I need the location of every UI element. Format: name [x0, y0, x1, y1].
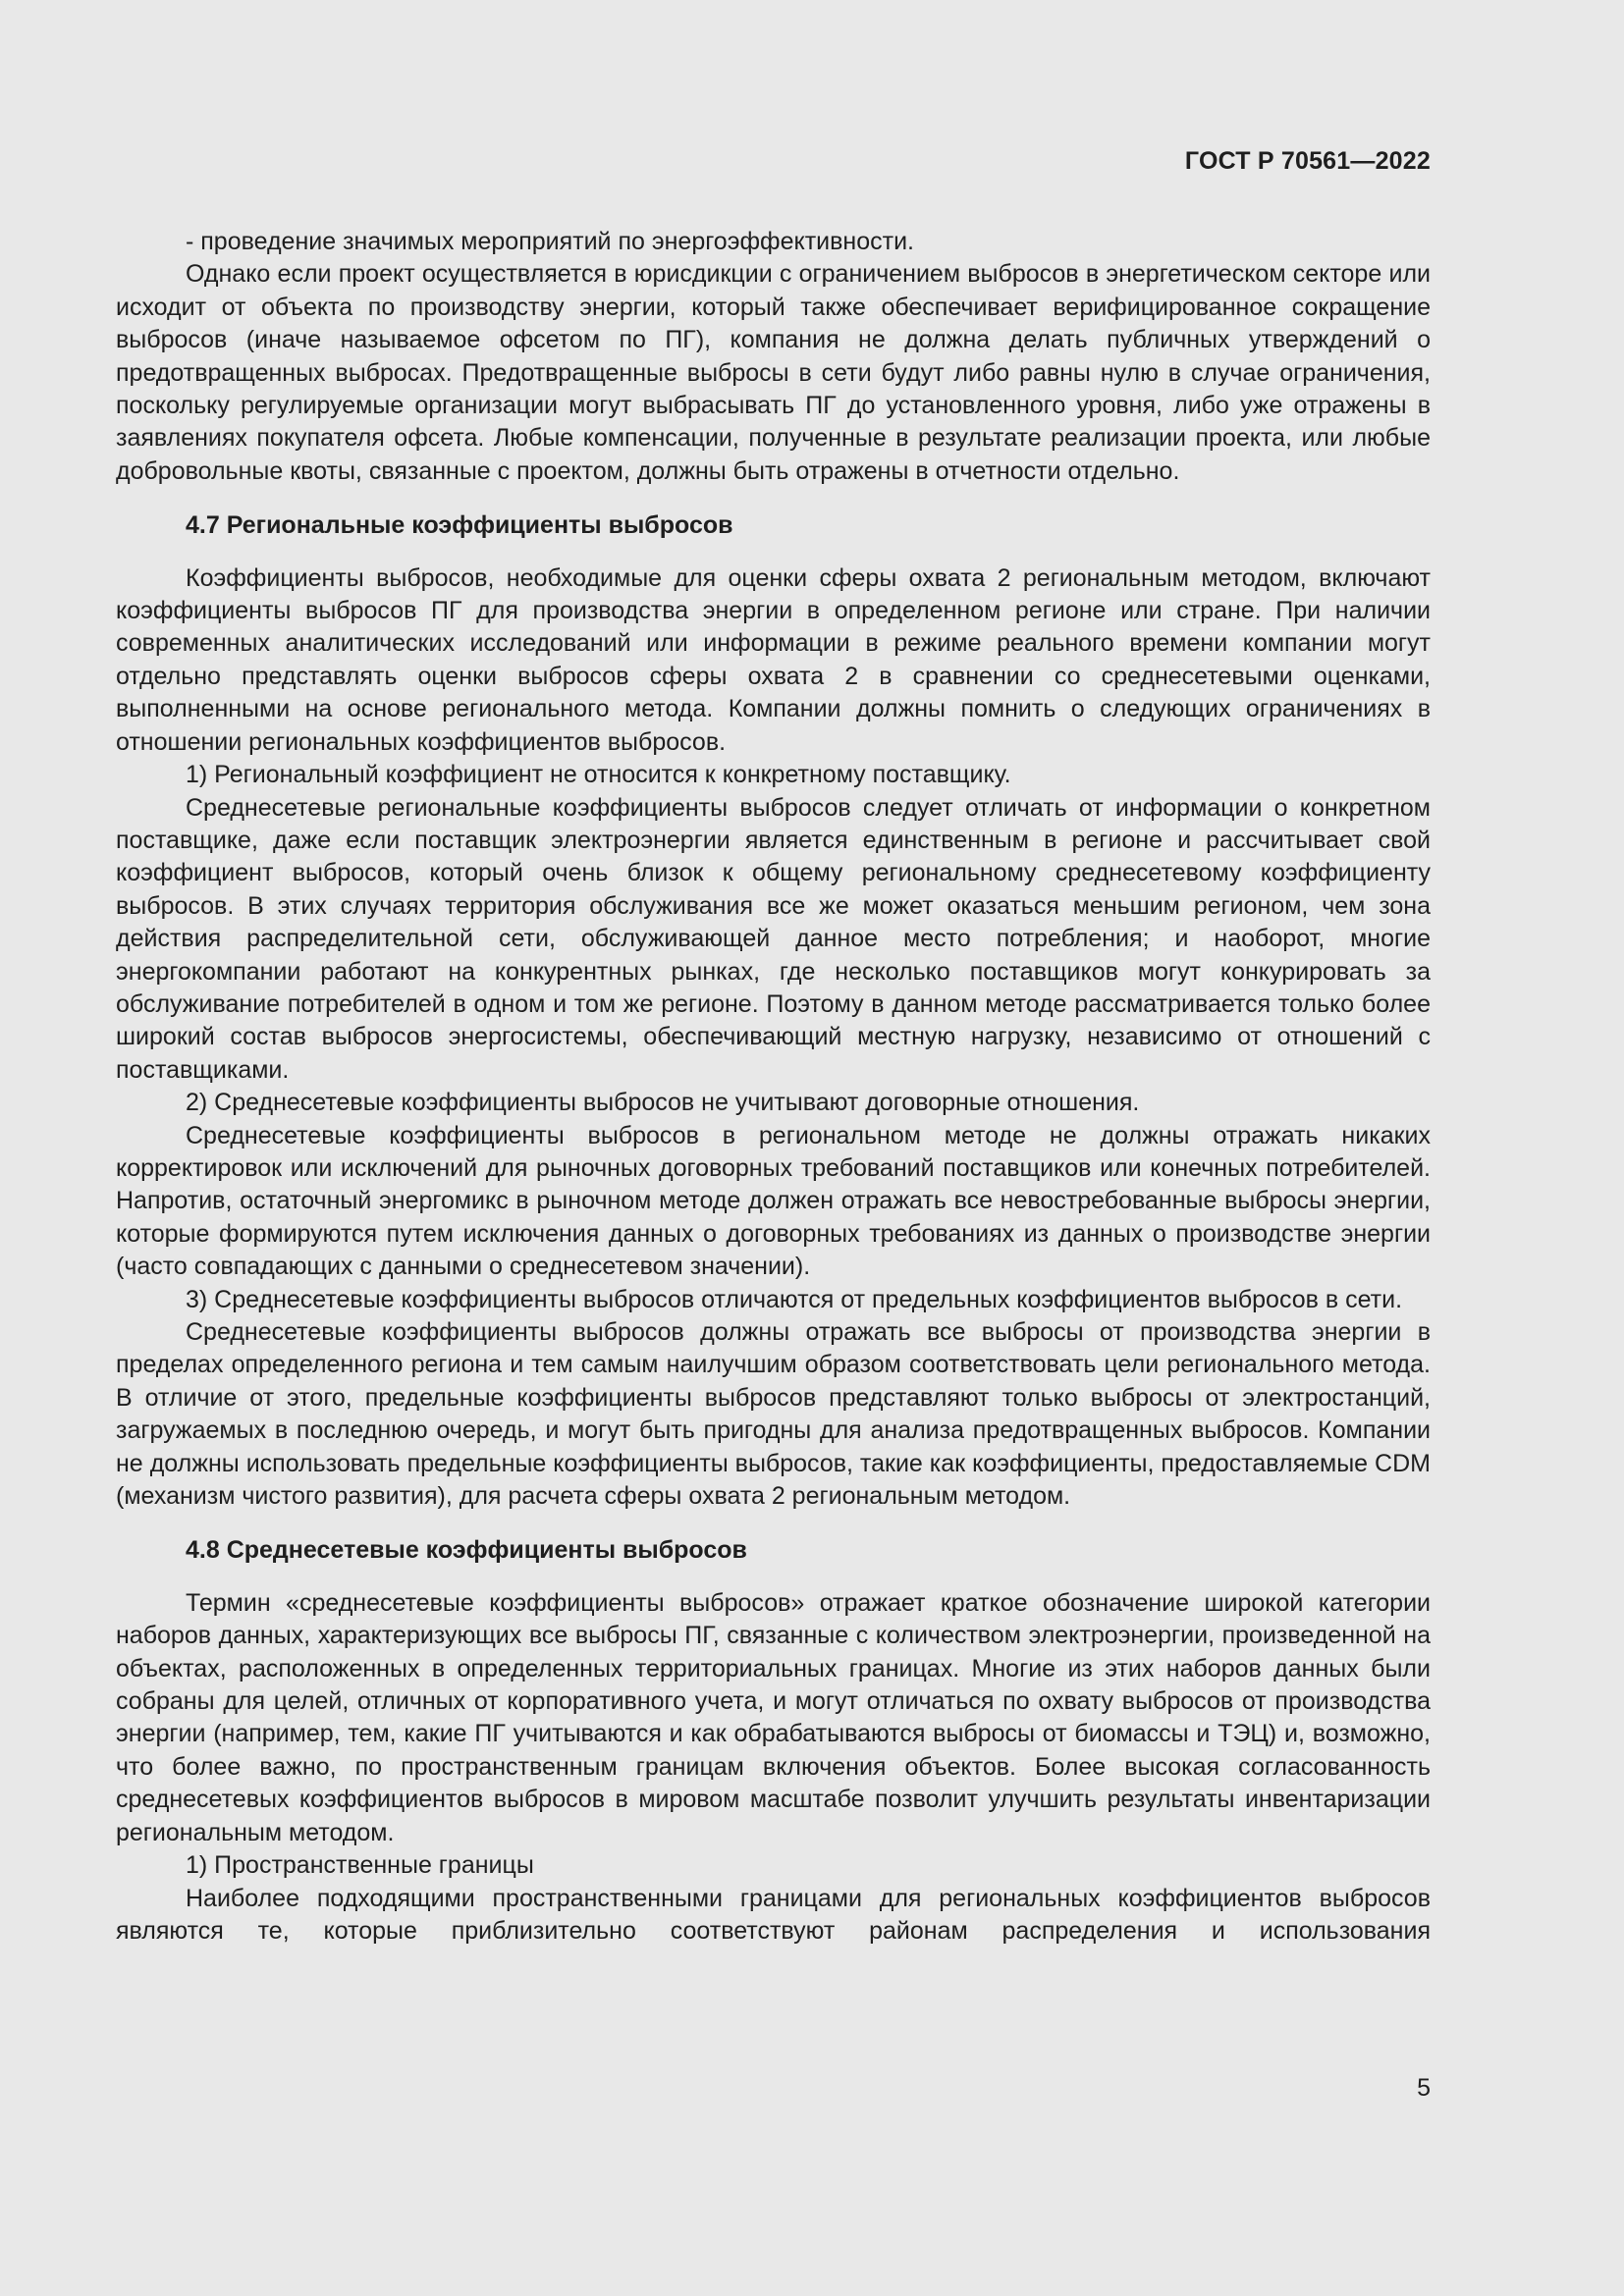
section-heading-4-7: 4.7 Региональные коэффициенты выбросов [186, 511, 733, 540]
document-body [116, 226, 1431, 1948]
paragraph: Среднесетевые коэффициенты выбросов должны отражать все выбросы от производства энергии в пределах определенного региона и тем самым наилучшим образом соответствовать цели регионального метода. В отличие от этого, предельные коэффициенты выбросов представляют только выбросы от электростанций, загружаемых в последнюю очередь, и могут быть пригодны для анализа предотвращенных выбросов. Компании не должны использовать предельные коэффициенты выбросов, такие как коэффициенты, предоставляемые CDM (механизм чистого развития), для расчета сферы охвата 2 региональным методом. [116, 1318, 1431, 1511]
paragraph: Среднесетевые региональные коэффициенты выбросов следует отличать от информации о конкретном поставщике, даже если поставщик электроэнергии является единственным в регионе и рассчитывает свой коэффициент выбросов, который очень близок к общему региональному среднесетевому коэффициенту выбросов. В этих случаях территория обслуживания все же может оказаться меньшим регионом, чем зона действия распределительной сети, обслуживающей данное место потребления; и наоборот, многие энергокомпании работают на конкурентных рынках, где несколько поставщиков могут конкурировать за обслуживание потребителей в одном и том же регионе. Поэтому в данном методе рассматривается только более широкий состав выбросов энергосистемы, обеспечивающий местную нагрузку, независимо от отношений с поставщиками. [116, 793, 1431, 1084]
paragraph: Наиболее подходящими пространственными границами для региональных коэффициентов выбросов являются те, которые приблизительно соответствуют районам распределения и использования [116, 1884, 1431, 1945]
paragraph: Однако если проект осуществляется в юрисдикции с ограничением выбросов в энергетическом секторе или исходит от объекта по производству энергии, который также обеспечивает верифицированное сокращение выбросов (иначе называемое офсетом по ПГ), компания не должна делать публичных утверждений о предотвращенных выбросах. Предотвращенные выбросы в сети будут либо равны нулю в случае ограничения, поскольку регулируемые организации могут выбрасывать ПГ до установленного уровня, либо уже отражены в заявлениях покупателя офсета. Любые компенсации, полученные в результате реализации проекта, или любые добровольные квоты, связанные с проектом, должны быть отражены в отчетности отдельно. [116, 260, 1431, 485]
list-item: 3) Среднесетевые коэффициенты выбросов отличаются от предельных коэффициентов выбросов в сети. [186, 1285, 1403, 1313]
list-item: 2) Среднесетевые коэффициенты выбросов не учитывают договорные отношения. [186, 1089, 1140, 1117]
standard-code-header: ГОСТ Р 70561—2022 [1184, 147, 1431, 175]
paragraph: - проведение значимых мероприятий по энергоэффективности. [186, 228, 914, 255]
paragraph: Термин «среднесетевые коэффициенты выбросов» отражает краткое обозначение широкой категории наборов данных, характеризующих все выбросы ПГ, связанные с количеством электроэнергии, произведенной на объектах, расположенных в определенных территориальных границах. Многие из этих наборов данных были собраны для целей, отличных от корпоративного учета, и могут отличаться по охвату выбросов от производства энергии (например, тем, какие ПГ учитываются и как обрабатываются выбросы от биомассы и ТЭЦ) и, возможно, что более важно, по пространственным границам включения объектов. Более высокая согласованность среднесетевых коэффициентов выбросов в мировом масштабе позволит улучшить результаты инвентаризации региональным методом. [116, 1588, 1431, 1846]
list-item: 1) Пространственные границы [186, 1851, 534, 1880]
paragraph: Среднесетевые коэффициенты выбросов в региональном методе не должны отражать никаких корректировок или исключений для рыночных договорных требований поставщиков или конечных потребителей. Напротив, остаточный энергомикс в рыночном методе должен отражать все невостребованные выбросы энергии, которые формируются путем исключения данных о договорных требованиях из данных о производстве энергии (часто совпадающих с данными о среднесетевом значении). [116, 1121, 1431, 1281]
list-item: 1) Региональный коэффициент не относится к конкретному поставщику. [186, 761, 1011, 789]
paragraph: Коэффициенты выбросов, необходимые для оценки сферы охвата 2 региональным методом, включают коэффициенты выбросов ПГ для производства энергии в определенном регионе или стране. При наличии современных аналитических исследований или информации в режиме реального времени компании могут отдельно представлять оценки выбросов сферы охвата 2 в сравнении со среднесетевыми оценками, выполненными на основе регионального метода. Компании должны помнить о следующих ограничениях в отношении региональных коэффициентов выбросов. [116, 563, 1431, 756]
section-heading-4-8: 4.8 Среднесетевые коэффициенты выбросов [186, 1536, 747, 1565]
page-number: 5 [1417, 2074, 1431, 2102]
